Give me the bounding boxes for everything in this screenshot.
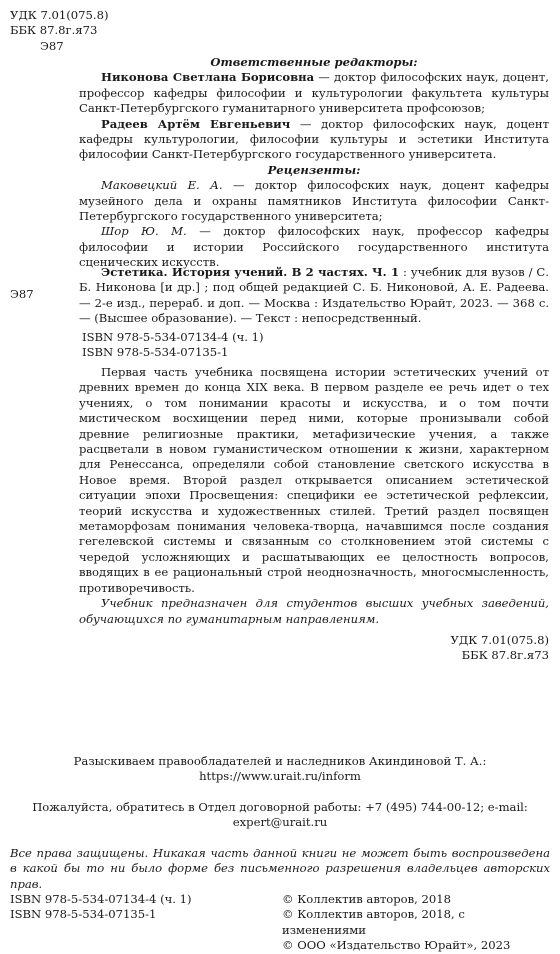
bib-isbn-list — [79, 330, 549, 361]
reviewer-name: Шор Ю. М. — [101, 224, 187, 239]
bbk-code: ББК 87.8г.я73 — [10, 23, 98, 38]
editor-desc: — доктор философских наук, доцент кафедры культурологии, философии культуры и эстетики Института философии Санкт-Петербургского государственного университета. — [79, 116, 550, 162]
contract-email[interactable]: expert@urait.ru — [232, 815, 328, 830]
bib-rest: : учебник для вузов / С. Б. Никонова [и др.] ; под общей редакцией С. Б. Никоновой, А. Е. Радеева. — 2-е изд., перераб. и доп. — Москва : Издательство Юрайт, 2023. — 368 с. — (Высшее образование). — Текст : непосредственный. — [79, 265, 549, 326]
copyright-line: © Коллектив авторов, 2018 — [282, 892, 452, 906]
udk-code: УДК 7.01(075.8) — [10, 8, 109, 22]
reviewer-entry — [79, 224, 549, 270]
copyright-line: © ООО «Издательство Юрайт», 2023 — [282, 938, 511, 953]
editors-heading: Ответственные редакторы: — [210, 55, 418, 69]
rights-notice: Все права защищены. Никакая часть данной книги не может быть воспроизведена в какой бы то ни было форме без письменного разрешения владельцев авторских прав. — [10, 846, 550, 891]
copyright-list — [282, 892, 550, 954]
editor-entry — [79, 70, 549, 116]
author-mark: Э87 — [40, 38, 64, 53]
editor-name: Радеев Артём Евгеньевич — [101, 116, 291, 131]
footer-isbn: ISBN 978-5-534-07134-4 (ч. 1) — [10, 892, 192, 906]
heirs-notice — [10, 754, 550, 785]
annotation-text: Первая часть учебника посвящена истории эстетических учений от древних времен до конца XIX века. В первом разделе ее речь идет о тех учениях, о том понимании красоты и искусства, и о том почти мистическом восхищении перед ними, которые пронизывали собой древние религиозные практики, метафизические учения, а также расцветали в новом гуманистическом отношении к жизни, характерном для Ренессанса, определяли собой становление светского искусства в Новое время. Второй раздел открывается описанием эстетической ситуации эпохи Просвещения: специфики ее эстетической рефлексии, теорий искусства и художественных стилей. Третий раздел посвящен метаморфозам понимания человека-творца, начавшимся после создания гегелевской системы и связанным со столкновением этой системы с чередой усложняющих и расшатывающих ее целостность вопросов, вводящих в ее рациональный строй неоднозначность, многосмысленность, противоречивость. — [79, 365, 549, 595]
contract-notice-line: Пожалуйста, обратитесь в Отдел договорной работы: +7 (495) 744-00-12; e-mail: — [32, 800, 528, 814]
inform-link[interactable]: https://www.urait.ru/inform — [199, 769, 361, 784]
footer-isbn: ISBN 978-5-534-07135-1 — [10, 907, 157, 922]
annotation-block — [79, 365, 549, 664]
classification-block — [10, 8, 210, 54]
bbk-code-repeat: ББК 87.8г.я73 — [461, 648, 549, 663]
copyright-line: © Коллектив авторов, 2018, с изменениями — [282, 907, 465, 937]
footer-isbn-list — [10, 892, 280, 923]
reviewer-desc: — доктор философских наук, профессор кафедры философии и истории Российского государственного института сценических искусств. — [79, 224, 549, 270]
bib-isbn: ISBN 978-5-534-07134-4 (ч. 1) — [82, 329, 264, 344]
editor-name: Никонова Светлана Борисовна — [101, 70, 315, 85]
contract-notice — [10, 800, 550, 831]
reviewer-entry — [79, 178, 549, 224]
udk-code-repeat: УДК 7.01(075.8) — [450, 632, 549, 647]
editor-desc: — доктор философских наук, доцент, профессор кафедры философии и культурологии факультета культуры Санкт-Петербургского гуманитарного университета профсоюзов; — [79, 70, 549, 116]
editor-entry — [79, 117, 549, 163]
bib-title: Эстетика. История учений. В 2 частях. Ч. 1 — [101, 265, 400, 279]
bib-description — [79, 265, 549, 327]
bib-mark: Э87 — [10, 287, 34, 301]
reviewer-name: Маковецкий Е. А. — [101, 178, 223, 193]
heirs-notice-line: Разыскиваем правообладателей и наследников Акиндиновой Т. А.: — [73, 754, 487, 768]
audience-text: Учебник предназначен для студентов высших учебных заведений, обучающихся по гуманитарным направлениям. — [79, 596, 549, 626]
bib-record — [79, 265, 549, 360]
editors-reviewers-block — [79, 55, 549, 271]
bib-isbn: ISBN 978-5-534-07135-1 — [82, 345, 229, 360]
reviewer-desc: — доктор философских наук, доцент кафедры музейного дела и охраны памятников Института философии Санкт-Петербургского государственного университета; — [79, 178, 549, 224]
reviewers-heading: Рецензенты: — [267, 162, 361, 177]
